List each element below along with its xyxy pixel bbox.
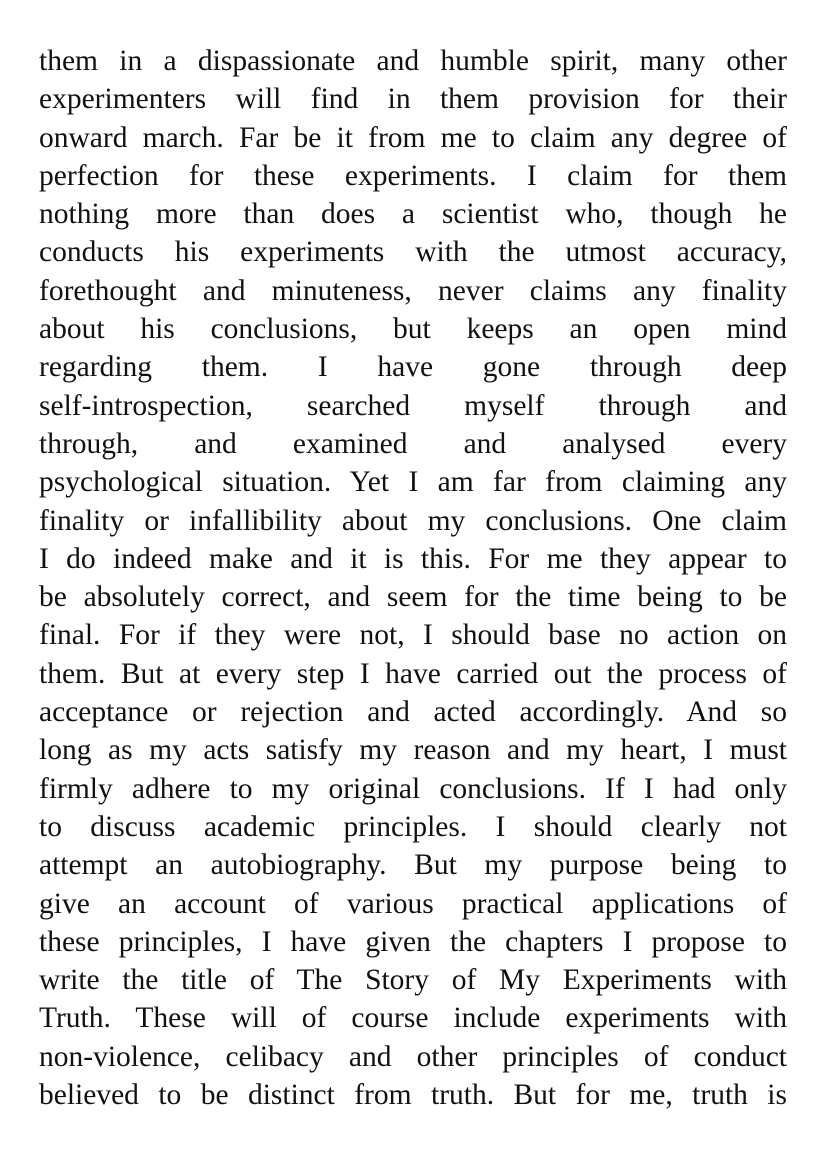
text-line: perfection for these experiments. I claim for them [39, 159, 787, 192]
text-line: self-introspection, searched myself through and [39, 389, 787, 422]
text-line: non-violence, celibacy and other principles of conduct [39, 1040, 787, 1073]
text-line: I do indeed make and it is this. For me they appear to [39, 542, 787, 575]
text-line: believed to be distinct from truth. But for me, truth is [39, 1079, 787, 1112]
text-line: acceptance or rejection and acted accordingly. And so [39, 696, 787, 729]
text-line: Truth. These will of course include experiments with [39, 1002, 787, 1035]
text-line: write the title of The Story of My Experiments with [39, 964, 787, 997]
text-line: attempt an autobiography. But my purpose being to [39, 849, 787, 882]
text-line: firmly adhere to my original conclusions. If I had only [39, 772, 787, 805]
text-line: regarding them. I have gone through deep [39, 351, 787, 384]
text-line: through, and examined and analysed every [39, 427, 787, 460]
text-line: experimenters will find in them provision for their [39, 83, 787, 116]
text-line: conducts his experiments with the utmost accuracy, [39, 236, 787, 269]
text-line: psychological situation. Yet I am far from claiming any [39, 466, 787, 499]
text-line: final. For if they were not, I should base no action on [39, 619, 787, 652]
text-line: them. But at every step I have carried out the process of [39, 657, 787, 690]
body-text [39, 42, 787, 1114]
text-line: forethought and minuteness, never claims any finality [39, 274, 787, 307]
text-line: finality or infallibility about my conclusions. One claim [39, 504, 787, 537]
text-line: nothing more than does a scientist who, though he [39, 198, 787, 231]
text-line: be absolutely correct, and seem for the time being to be [39, 581, 787, 614]
text-line: about his conclusions, but keeps an open mind [39, 313, 787, 346]
text-line: long as my acts satisfy my reason and my heart, I must [39, 734, 787, 767]
text-line: these principles, I have given the chapters I propose to [39, 925, 787, 958]
text-line: them in a dispassionate and humble spirit, many other [39, 45, 787, 77]
text-line: give an account of various practical applications of [39, 887, 787, 920]
text-line: to discuss academic principles. I should clearly not [39, 810, 787, 843]
text-line: onward march. Far be it from me to claim any degree of [39, 121, 787, 154]
